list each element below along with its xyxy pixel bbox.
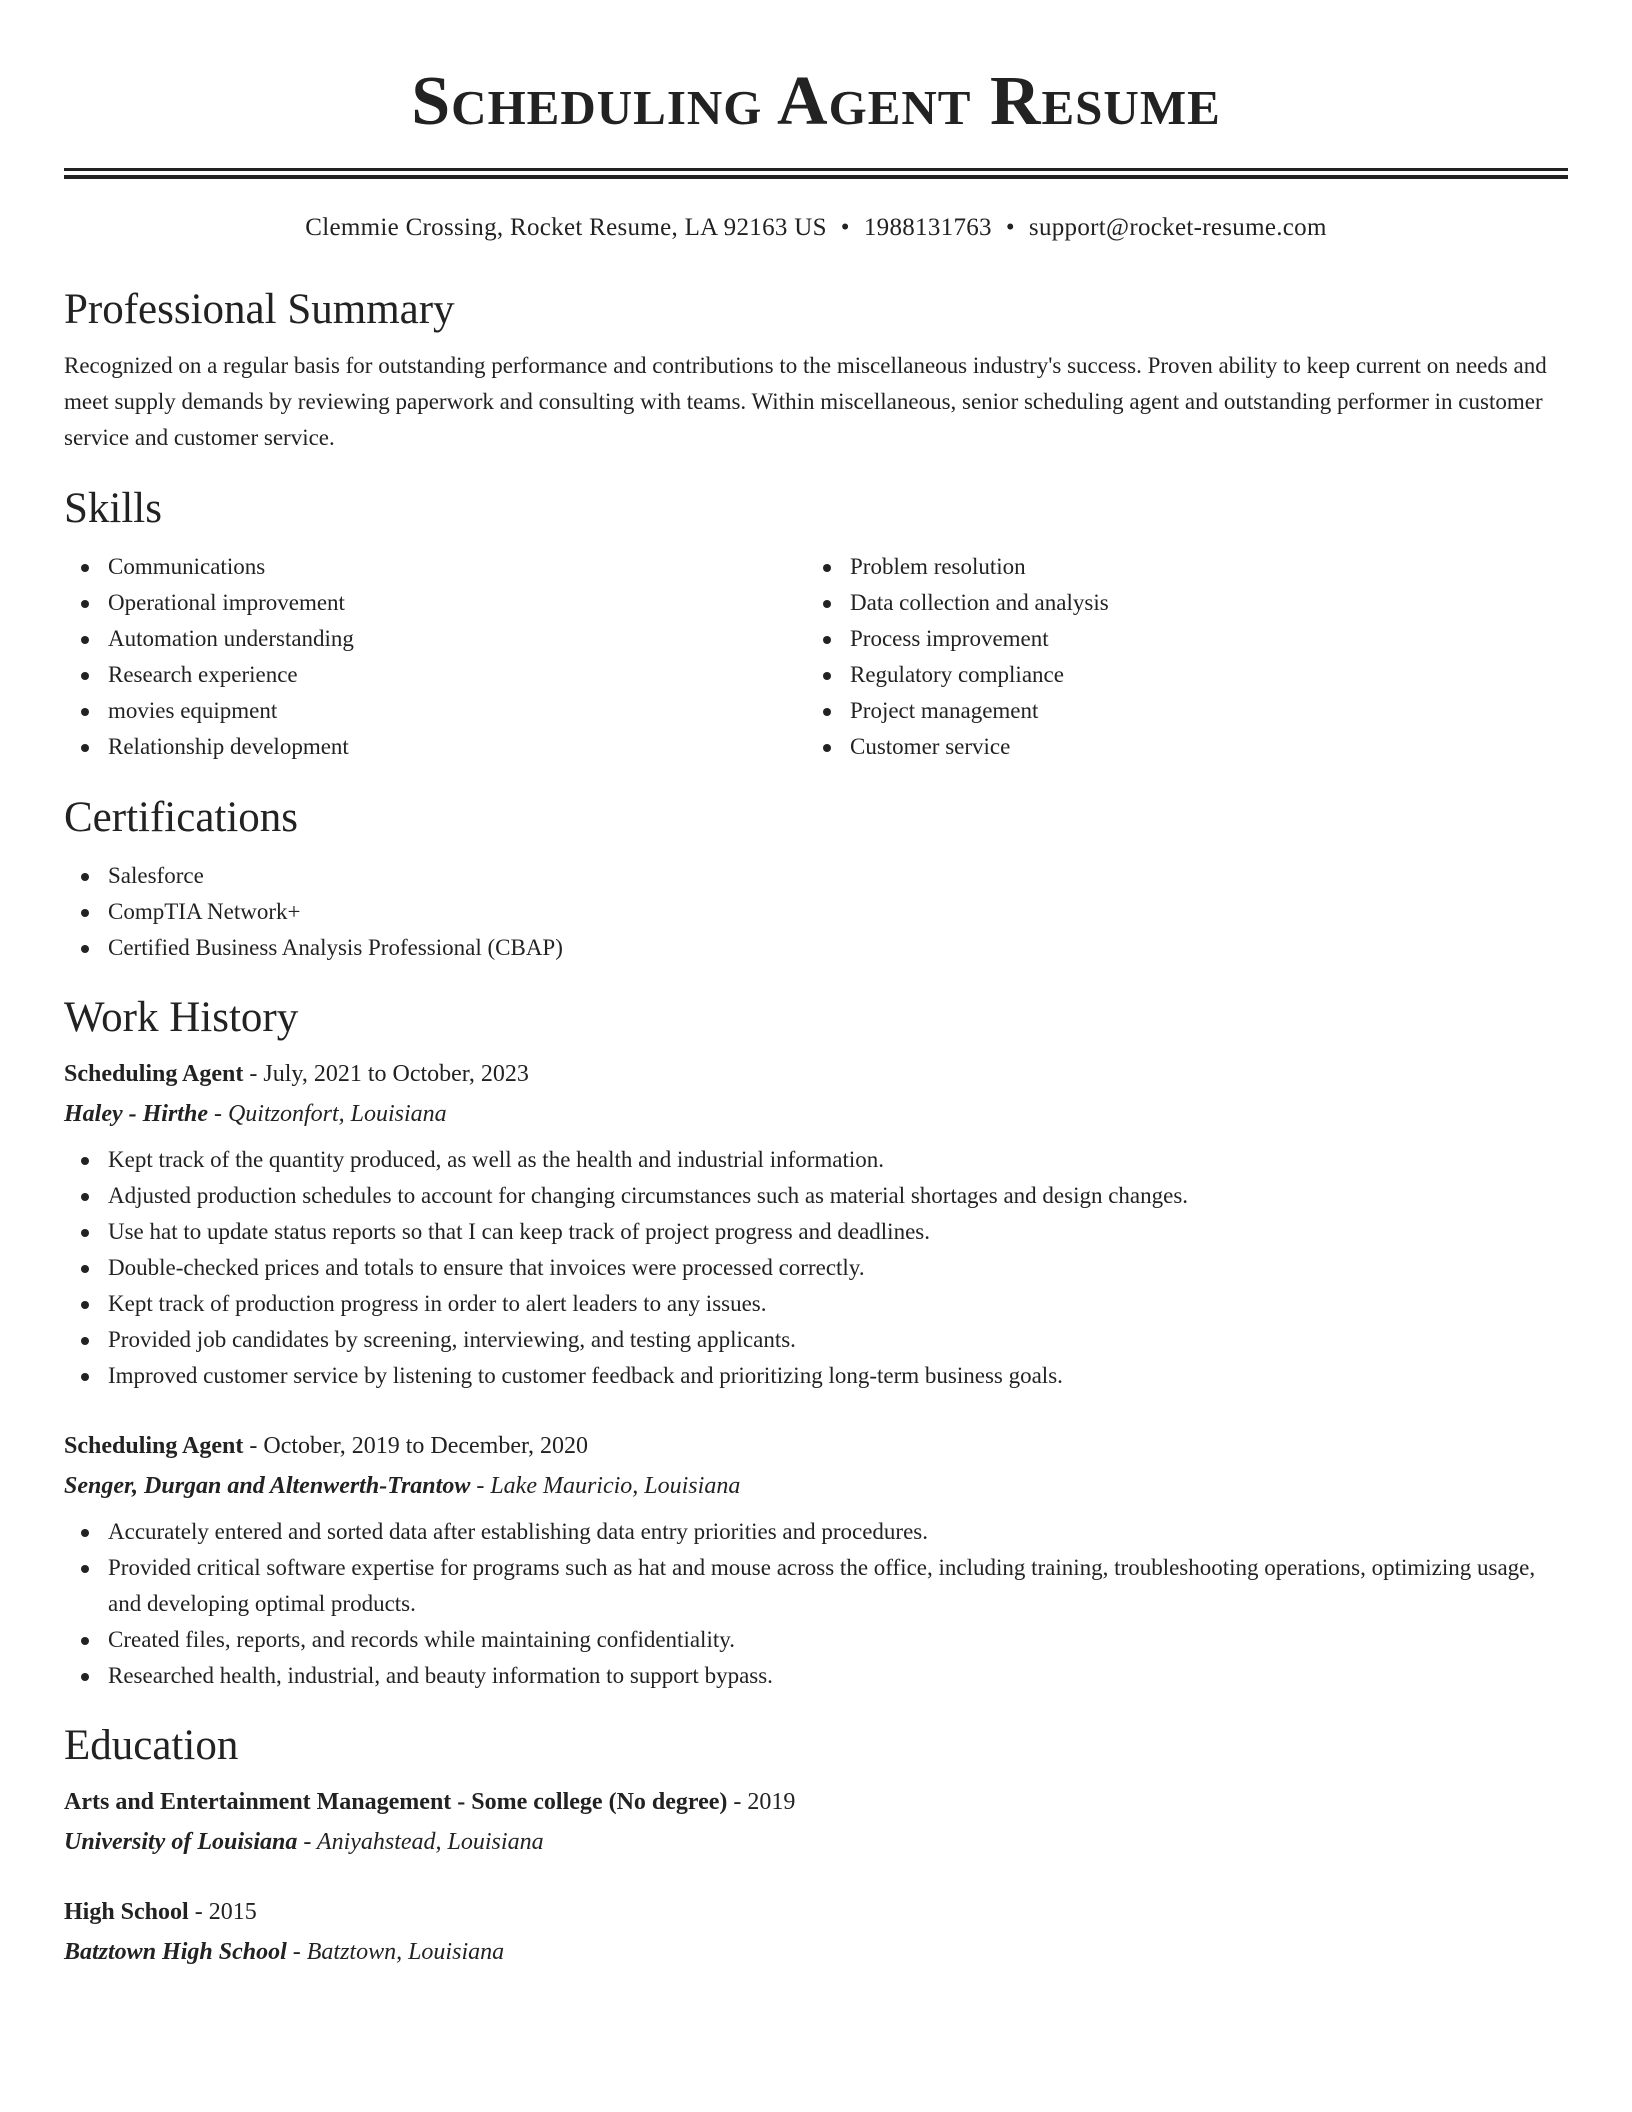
skill-item: Communications (64, 549, 806, 585)
job-duty: Kept track of production progress in order to alert leaders to any issues. (64, 1286, 1568, 1322)
contact-separator: • (840, 214, 850, 241)
job-duties (64, 1142, 1568, 1394)
job-header (64, 1426, 1568, 1466)
education-entry (64, 1892, 1568, 1972)
education-degree: Arts and Entertainment Management - Some college (No degree) (64, 1789, 728, 1815)
education-year: - 2015 (188, 1899, 257, 1925)
education-school: University of Louisiana (64, 1829, 298, 1855)
job-duty: Use hat to update status reports so that I can keep track of project progress and deadlines. (64, 1214, 1568, 1250)
skills-column-right (806, 549, 1548, 765)
education-school: Batztown High School (64, 1939, 287, 1965)
skills-list (64, 549, 1568, 765)
skill-item: Regulatory compliance (806, 657, 1548, 693)
certifications-list (64, 858, 1568, 966)
summary-text: Recognized on a regular basis for outstanding performance and contributions to the miscellaneous industry's success. Proven ability to keep current on needs and meet supply demands by reviewing paperwork and consulting with teams. Within miscellaneous, senior scheduling agent and outstanding performer in customer service and customer service. (64, 353, 1547, 450)
skills-column-left (64, 549, 806, 765)
certification-item: Certified Business Analysis Professional (CBAP) (64, 930, 1568, 966)
certifications-heading: Certifications (64, 794, 299, 841)
job-duty: Provided job candidates by screening, interviewing, and testing applicants. (64, 1322, 1568, 1358)
job-employer (64, 1466, 1568, 1506)
job-duty: Created files, reports, and records while maintaining confidentiality. (64, 1622, 1568, 1658)
job-duty: Accurately entered and sorted data after establishing data entry priorities and procedures. (64, 1514, 1568, 1550)
summary-heading: Professional Summary (64, 286, 455, 333)
skills-heading: Skills (64, 485, 162, 532)
certification-item: CompTIA Network+ (64, 894, 1568, 930)
education-location: - Batztown, Louisiana (286, 1939, 505, 1965)
skill-item: Relationship development (64, 729, 806, 765)
job-duty: Improved customer service by listening to customer feedback and prioritizing long-term business goals. (64, 1358, 1568, 1394)
education-location: - Aniyahstead, Louisiana (297, 1829, 544, 1855)
job-duty: Kept track of the quantity produced, as well as the health and industrial information. (64, 1142, 1568, 1178)
job-duty: Double-checked prices and totals to ensure that invoices were processed correctly. (64, 1250, 1568, 1286)
job-duty: Researched health, industrial, and beauty information to support bypass. (64, 1658, 1568, 1694)
education-year: - 2019 (727, 1789, 796, 1815)
job-title: Scheduling Agent (64, 1433, 244, 1459)
job-company: Haley - Hirthe (64, 1101, 208, 1127)
job-duty: Adjusted production schedules to account for changing circumstances such as material shortages and design changes. (64, 1178, 1568, 1214)
skill-item: Research experience (64, 657, 806, 693)
education-heading: Education (64, 1722, 239, 1769)
job-employer (64, 1094, 1568, 1134)
job-company: Senger, Durgan and Altenwerth-Trantow (64, 1473, 471, 1499)
skill-item: Project management (806, 693, 1548, 729)
skill-item: Operational improvement (64, 585, 806, 621)
skill-item: Process improvement (806, 621, 1548, 657)
job-entry (64, 1426, 1568, 1694)
work-history-heading: Work History (64, 994, 299, 1041)
education-degree: High School (64, 1899, 189, 1925)
education-degree-line (64, 1782, 1568, 1822)
certification-item: Salesforce (64, 858, 1568, 894)
job-entry (64, 1054, 1568, 1394)
job-dates: - July, 2021 to October, 2023 (243, 1061, 529, 1087)
contact-line (64, 213, 1568, 243)
job-dates: - October, 2019 to December, 2020 (243, 1433, 589, 1459)
skill-item: Data collection and analysis (806, 585, 1548, 621)
contact-address: Clemmie Crossing, Rocket Resume, LA 92163 US (305, 214, 827, 241)
job-location: - Quitzonfort, Louisiana (207, 1101, 447, 1127)
job-location: - Lake Mauricio, Louisiana (470, 1473, 741, 1499)
education-degree-line (64, 1892, 1568, 1932)
skill-item: Automation understanding (64, 621, 806, 657)
skill-item: Customer service (806, 729, 1548, 765)
skill-item: Problem resolution (806, 549, 1548, 585)
job-title: Scheduling Agent (64, 1061, 244, 1087)
contact-email: support@rocket-resume.com (1028, 214, 1327, 241)
contact-separator: • (1005, 214, 1015, 241)
contact-phone: 1988131763 (863, 214, 992, 241)
job-header (64, 1054, 1568, 1094)
education-entry (64, 1782, 1568, 1862)
skill-item: movies equipment (64, 693, 806, 729)
job-duties (64, 1514, 1568, 1694)
education-school-line (64, 1822, 1568, 1862)
title-divider (64, 168, 1568, 179)
resume-title: Scheduling Agent Resume (411, 63, 1221, 140)
job-duty: Provided critical software expertise for programs such as hat and mouse across the office, including training, troubleshooting operations, optimizing usage, and developing optimal products. (64, 1550, 1568, 1622)
education-school-line (64, 1932, 1568, 1972)
